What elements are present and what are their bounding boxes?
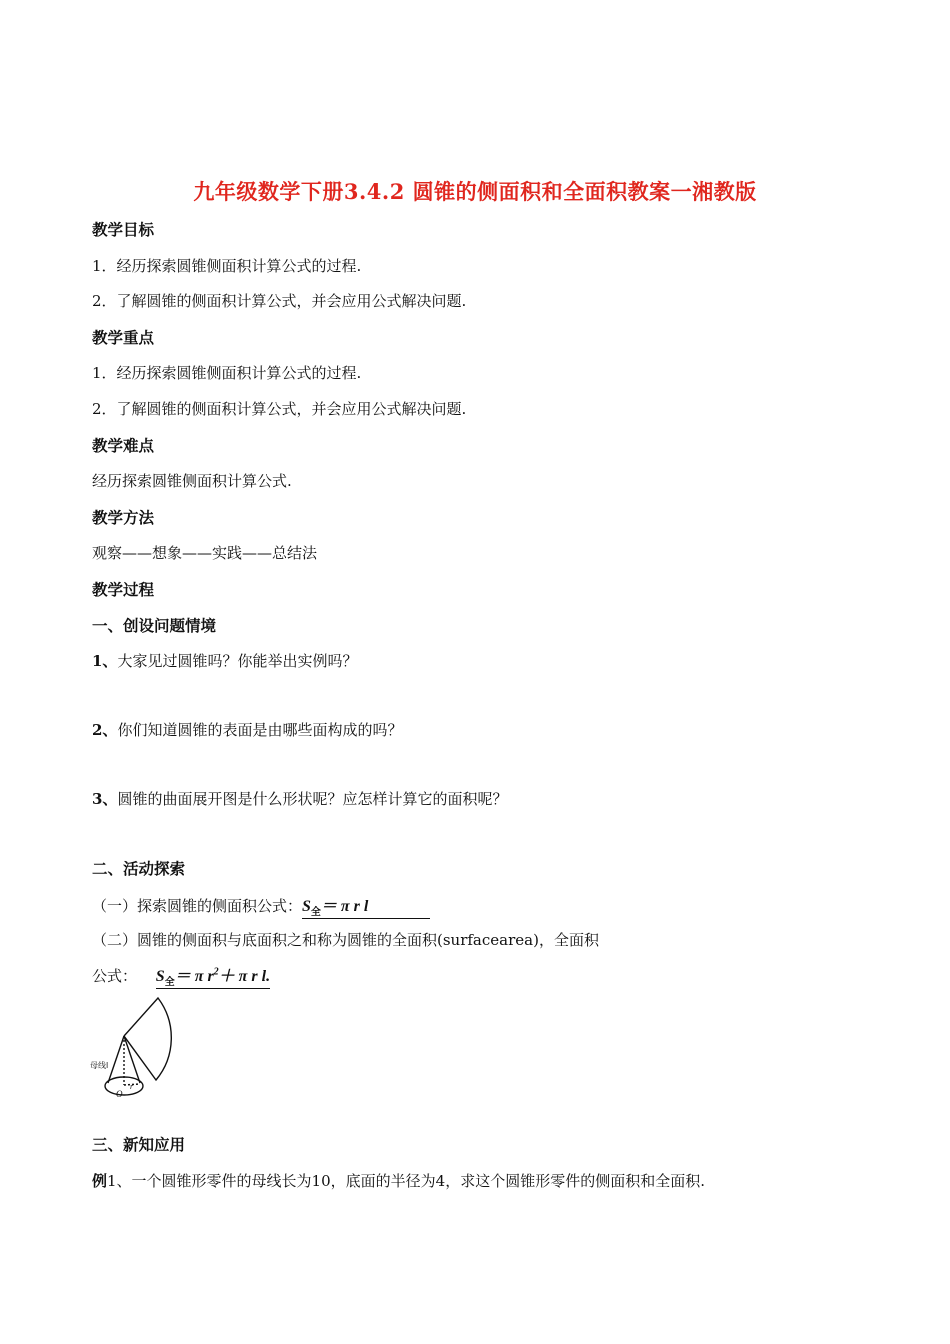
example-1	[92, 1170, 705, 1191]
method-heading: 教学方法	[92, 508, 155, 527]
objective-item-1: 1．经历探索圆锥侧面积计算公式的过程.	[92, 257, 362, 275]
method-text: 观察——想象——实践——总结法	[92, 544, 318, 562]
total-area-label: 公式：	[92, 967, 138, 985]
key-point-item-1: 1．经历探索圆锥侧面积计算公式的过程.	[92, 364, 362, 382]
question-2-text: 你们知道圆锥的表面是由哪些面构成的吗？	[117, 721, 403, 739]
section1-heading: 一、创设问题情境	[92, 616, 217, 635]
example-text: 1、一个圆锥形零件的母线长为10，底面的半径为4，求这个圆锥形零件的侧面积和全面积.	[107, 1172, 705, 1190]
radius-label: r	[130, 1082, 134, 1091]
lateral-area-label: （一）探索圆锥的侧面积公式：	[92, 897, 303, 915]
section3-heading: 三、新知应用	[92, 1135, 186, 1154]
sector-arc	[124, 998, 171, 1080]
question-2	[92, 719, 402, 740]
objective-item-2: 2．了解圆锥的侧面积计算公式，并会应用公式解决问题.	[92, 292, 467, 310]
key-points-heading: 教学重点	[92, 328, 155, 347]
lateral-area-formula: $S_全= \pi$ r l	[302, 893, 430, 919]
slant-height-label: 母线l	[90, 1061, 109, 1070]
objectives-heading: 教学目标	[92, 220, 155, 239]
difficulty-heading: 教学难点	[92, 436, 155, 455]
question-1-number: 1、	[92, 652, 118, 670]
question-3	[92, 788, 507, 809]
question-1-text: 大家见过圆锥吗？你能举出实例吗？	[117, 652, 358, 670]
section2-heading: 二、活动探索	[92, 859, 186, 878]
total-area-definition: （二）圆锥的侧面积与底面积之和称为圆锥的全面积(surfacearea)，全面积	[92, 931, 599, 949]
example-label: 例	[92, 1172, 108, 1190]
cone-left-edge	[108, 1036, 124, 1083]
lateral-area-line	[92, 893, 430, 919]
question-2-number: 2、	[92, 721, 118, 739]
process-heading: 教学过程	[92, 580, 155, 599]
total-area-line	[92, 963, 270, 989]
difficulty-text: 经历探索圆锥侧面积计算公式.	[92, 472, 292, 490]
center-label: O	[116, 1089, 123, 1099]
document-title: 九年级数学下册3.4.2 圆锥的侧面积和全面积教案一湘教版	[193, 179, 757, 204]
total-area-formula: $S_全= \pi$ $r^2+ \pi$ r l.	[156, 963, 270, 989]
question-3-number: 3、	[92, 790, 118, 808]
key-point-item-2: 2．了解圆锥的侧面积计算公式，并会应用公式解决问题.	[92, 400, 467, 418]
cone-right-edge	[124, 1036, 140, 1083]
question-3-text: 圆锥的曲面展开图是什么形状呢？应怎样计算它的面积呢？	[117, 790, 508, 808]
cone-base	[105, 1077, 143, 1095]
cone-unfolding-diagram	[86, 988, 196, 1100]
question-1	[92, 650, 357, 671]
